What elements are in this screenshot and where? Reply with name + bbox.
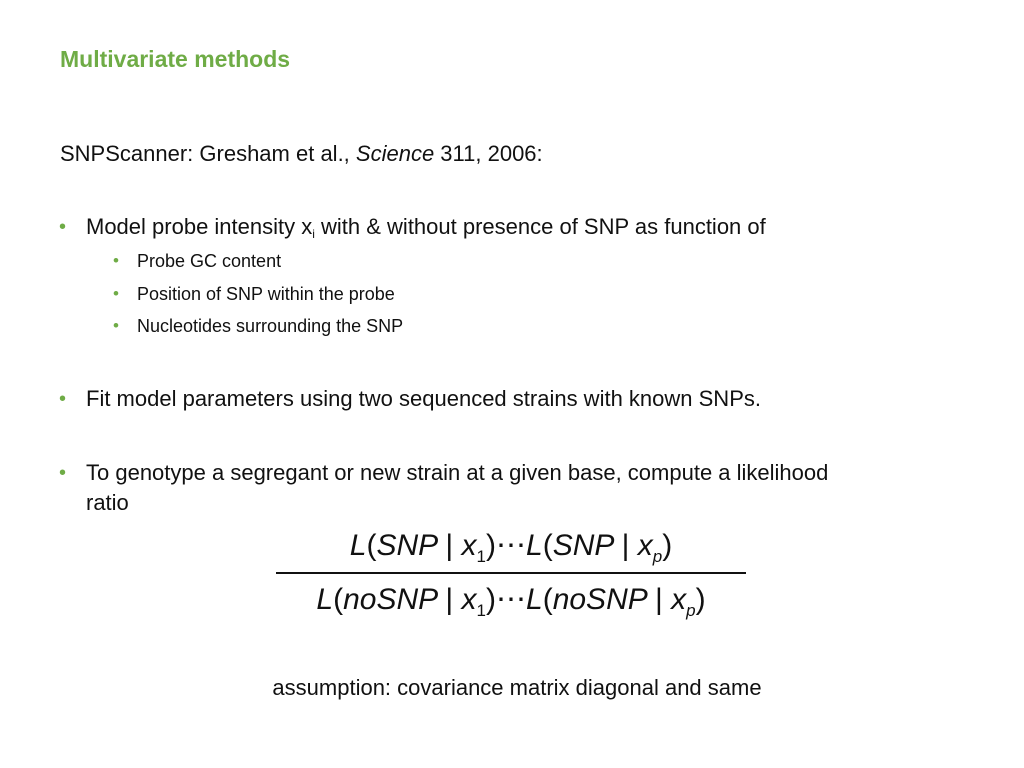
sub-bullet-nucleotides: • Nucleotides surrounding the SNP (137, 315, 403, 337)
formula-numerator: L(SNP | $x_1)\cdots L(SNP$ | $x_p$) (349, 529, 673, 566)
formula-denominator: L(noSNP | $x_1)\cdots L(noSNP$ | $x_p$) (316, 583, 706, 620)
bullet-genotype-line1: To genotype a segregant or new strain at a given base, compute a likelihood (86, 460, 829, 485)
bullet-model-probe-text: Model probe intensity x (86, 214, 313, 239)
fraction-bar (276, 572, 746, 574)
bullet-fit-model: • Fit model parameters using two sequenced strains with known SNPs. (86, 384, 761, 414)
slide-title: Multivariate methods (60, 46, 291, 72)
bullet-genotype (86, 458, 828, 518)
bullet-model-probe-text-after: with & without presence of SNP as function of (314, 214, 766, 239)
likelihood-ratio-formula (276, 524, 746, 622)
citation (60, 141, 543, 167)
citation-prefix: SNPScanner: Gresham et al., (60, 141, 356, 166)
citation-journal: Science (355, 141, 435, 166)
sub-bullet-gc-content: • Probe GC content (137, 250, 281, 272)
citation-suffix: 311, 2006: (434, 141, 543, 166)
bullet-genotype-line2: ratio (86, 490, 129, 515)
subscript-i: i (312, 227, 315, 241)
bullet-model-probe (86, 212, 766, 242)
assumption-note: assumption: covariance matrix diagonal and same (272, 675, 762, 700)
sub-bullet-snp-position: • Position of SNP within the probe (137, 283, 395, 305)
